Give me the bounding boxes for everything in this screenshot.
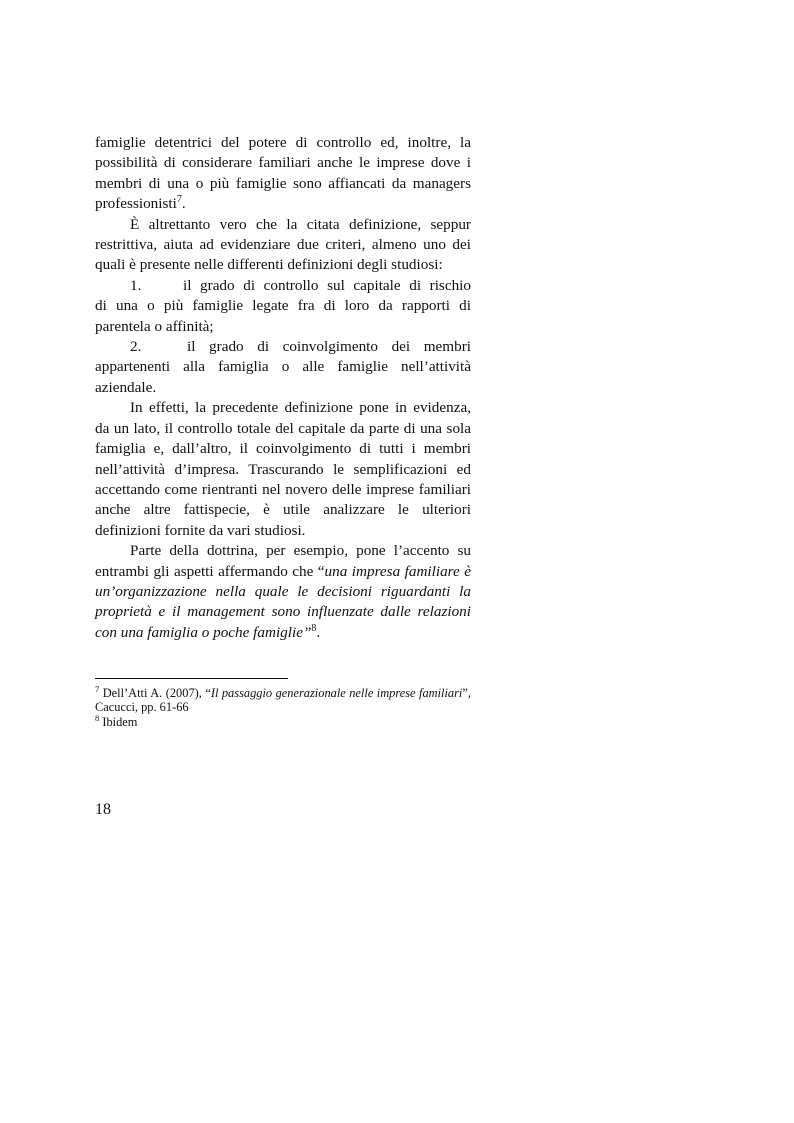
paragraph-4-quote: una impresa familiare è un’organizzazione nella quale le decisioni riguardanti la proprietà e il management sono influenzate dalle relazioni con una famiglia o poche famiglie” xyxy=(95,562,471,641)
footnote-8 xyxy=(95,712,471,729)
paragraph-4 xyxy=(95,541,471,643)
footnotes xyxy=(95,678,471,729)
list-item-2 xyxy=(95,337,471,398)
paragraph-2: È altrettanto vero che la citata definizione, seppur restrittiva, aiuta ad evidenziare due criteri, almeno uno dei quali è presente nelle differenti definizioni degli studiosi: xyxy=(95,215,471,274)
paragraph-1 xyxy=(95,133,471,215)
list-item-2-number: 2. xyxy=(130,338,142,356)
footnote-7 xyxy=(95,683,471,715)
footnote-8-mark: 8 xyxy=(95,712,100,723)
list-item-2-first-line xyxy=(95,337,471,357)
list-item-1-lead: il grado di controllo sul capitale di rischio xyxy=(183,276,471,294)
footnote-ref-7[interactable]: 7 xyxy=(176,194,182,206)
paragraph-1-end: . xyxy=(181,195,186,213)
paragraph-3: In effetti, la precedente definizione pone in evidenza, da un lato, il controllo totale del capitale da parte di una sola famiglia e, dall’altro, il coinvolgimento di tutti i membri nell’attività d’impresa. Trascurando le semplificazioni ed accettando come rientranti nel novero delle imprese familiari anche altre fattispecie, è utile analizzare le ulteriori definizioni fornite da vari studiosi. xyxy=(95,399,471,539)
page-number: 18 xyxy=(95,801,111,818)
list-item-1-first-line xyxy=(95,276,471,296)
footnote-ref-8[interactable]: 8 xyxy=(311,622,317,634)
footnote-7-publisher: ”, Cacucci, pp. 61-66 xyxy=(95,686,471,715)
footnote-7-text: Dell’Atti A. (2007), “ xyxy=(99,686,211,700)
paragraph-1-text: famiglie detentrici del potere di controllo ed, inoltre, la possibilità di considerare familiari anche le imprese dove i membri di una o più famiglie sono affiancati da managers professionisti xyxy=(95,134,471,213)
footnote-7-title: Il passaggio generazionale nelle imprese familiari xyxy=(210,686,463,700)
footnote-7-mark: 7 xyxy=(95,683,100,694)
page-body xyxy=(95,133,471,643)
paragraph-4-end: . xyxy=(316,623,321,641)
list-item-1-number: 1. xyxy=(130,276,142,294)
list-item-2-rest: appartenenti alla famiglia o alle famiglie nell’attività aziendale. xyxy=(95,358,471,396)
paragraph-4-text: Parte della dottrina, per esempio, pone l’accento su entrambi gli aspetti affermando che “ xyxy=(95,542,471,580)
footnote-separator xyxy=(95,678,288,679)
list-item-1-rest: di una o più famiglie legate fra di loro da rapporti di parentela o affinità; xyxy=(95,297,471,335)
list-item-1 xyxy=(95,276,471,337)
list-item-2-lead: il grado di coinvolgimento dei membri xyxy=(187,338,471,356)
body-text xyxy=(95,133,471,643)
footnote-8-text: Ibidem xyxy=(99,714,138,729)
